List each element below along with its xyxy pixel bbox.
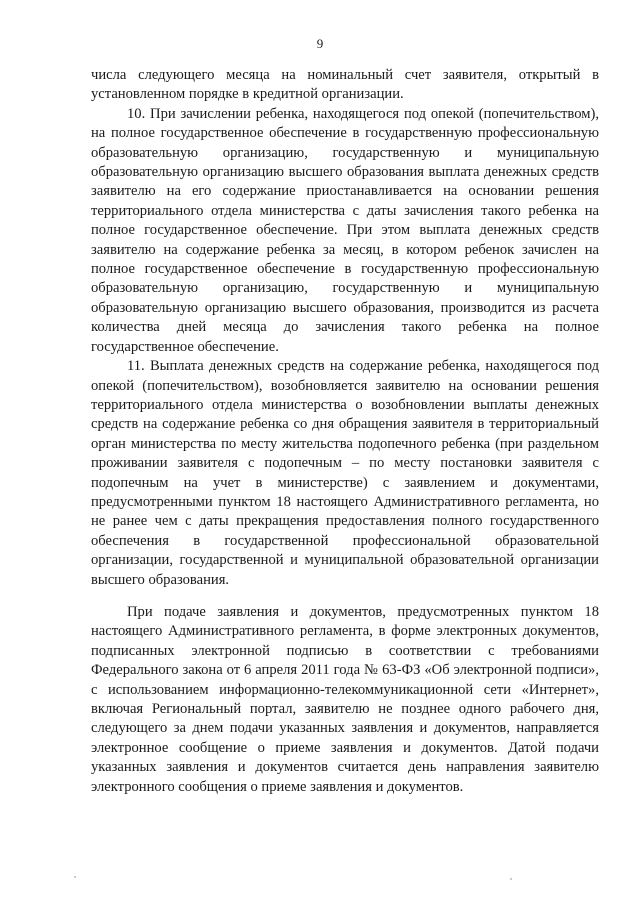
scan-speck — [510, 878, 512, 880]
page-number: 9 — [316, 36, 324, 51]
paragraph-continuation: числа следующего месяца на номинальный счет заявителя, открытый в установленном порядке в кредитной организации. — [91, 67, 599, 103]
scan-speck — [74, 876, 76, 878]
paragraph-item-11: 11. Выплата денежных средств на содержание ребенка, находящегося под опекой (попечительством), возобновляется заявителю на основании решения территориального отдела министерства о возобновлении выплаты денежных средств на содержание ребенка со дня обращения заявителя в территориальный орган министерства по месту жительства подопечного ребенка (при раздельном проживании заявителя с подопечным – по месту постановки заявителя с подопечным на учет в министерстве) с заявлением и документами, предусмотренными пунктом 18 настоящего Административного регламента, но не ранее чем с даты прекращения предоставления полного государственного обеспечения в государственной профессиональной образовательной организации, государственной и муниципальной образовательной организации высшего образования. — [91, 358, 599, 588]
paragraph-item-10: 10. При зачислении ребенка, находящегося под опекой (попечительством), на полное государственное обеспечение в государственную профессиональную образовательную организацию, государственную и муниципальную образовательную организацию высшего образования выплата денежных средств заявителю на его содержание приостанавливается на основании решения территориального отдела министерства с даты зачисления такого ребенка на полное государственное обеспечение. При этом выплата денежных средств заявителю на содержание ребенка за месяц, в котором ребенок зачислен на полное государственное обеспечение в государственную профессиональную образовательную организацию, государственную и муниципальную образовательную организацию высшего образования, производится из расчета количества дней месяца до зачисления такого ребенка на полное государственное обеспечение. — [91, 105, 599, 355]
document-body — [91, 66, 599, 797]
paragraph-electronic-submission: При подаче заявления и документов, предусмотренных пунктом 18 настоящего Административного регламента, в форме электронных документов, подписанных электронной подписью в соответствии с требованиями Федерального закона от 6 апреля 2011 года № 63-ФЗ «Об электронной подписи», с использованием информационно-телекоммуникационной сети «Интернет», включая Региональный портал, заявителю не позднее одного рабочего дня, следующего за днем подачи указанных заявления и документов, направляется электронное сообщение о приеме заявления и документов. Датой подачи указанных заявления и документов считается день направления заявителю электронного сообщения о приеме заявления и документов. — [91, 603, 599, 795]
